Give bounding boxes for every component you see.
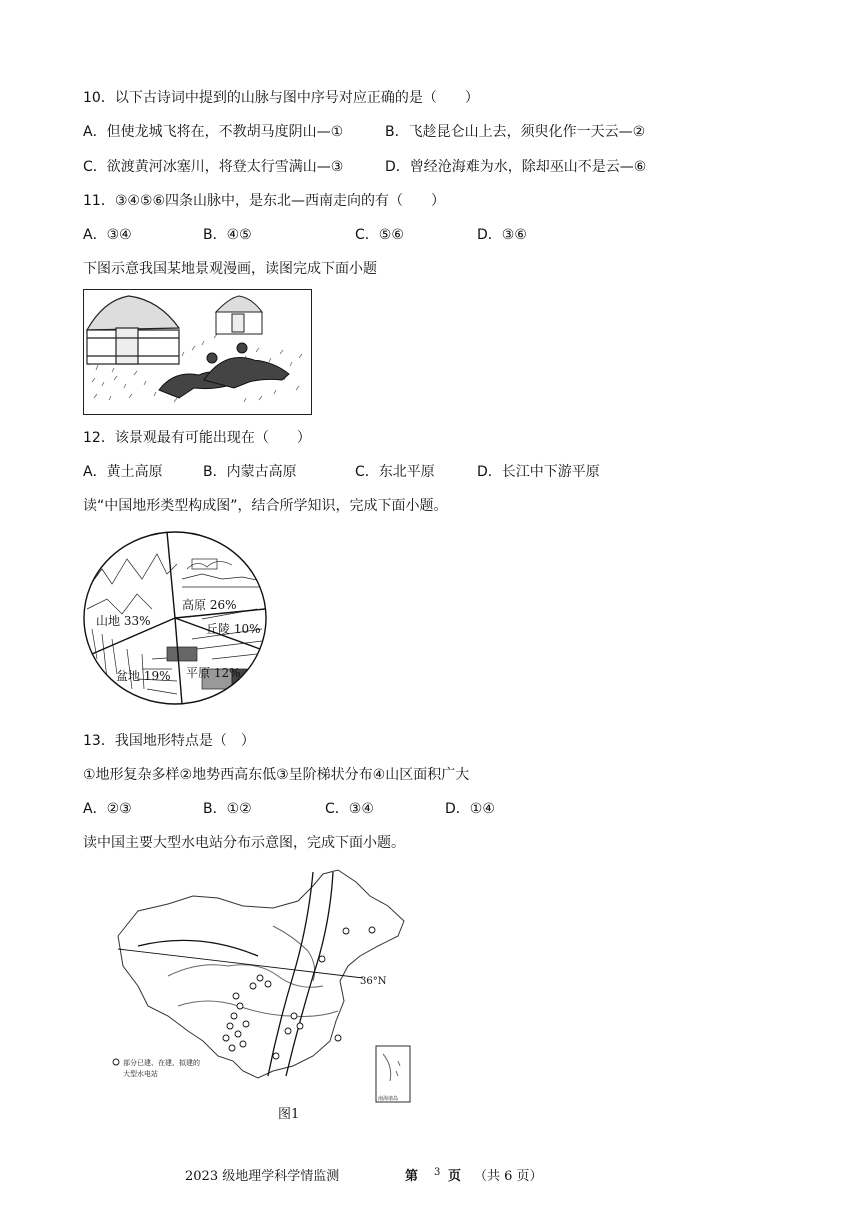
q12-option-a: A．黄土高原 — [83, 464, 163, 480]
q13-option-a: A．②③ — [83, 801, 132, 817]
q10-stem: 10．以下古诗词中提到的山脉与图中序号对应正确的是（ ） — [83, 90, 479, 106]
footer-page-prefix: 第 — [405, 1169, 419, 1184]
footer-page-suffix: 页 — [448, 1169, 462, 1184]
slice-label-plain: 平原 12% — [186, 666, 241, 680]
slice-label-basin: 盆地 19% — [116, 669, 171, 683]
q13-option-b: B．①② — [203, 801, 252, 817]
q11-option-a: A．③④ — [83, 227, 132, 243]
q10-option-b: B．飞趁昆仑山上去，须臾化作一天云—② — [385, 124, 646, 140]
q11-option-d: D．③⑥ — [477, 227, 527, 243]
q11-stem: 11．③④⑤⑥四条山脉中，是东北—西南走向的有（ ） — [83, 193, 446, 209]
slice-label-plateau: 高原 26% — [182, 598, 237, 612]
q10-option-c: C．欲渡黄河冰塞川，将登太行雪满山—③ — [83, 159, 344, 175]
q10-option-d: D．曾经沧海难为水，除却巫山不是云—⑥ — [385, 159, 647, 175]
q11-option-b: B．④⑤ — [203, 227, 252, 243]
q12-option-c: C．东北平原 — [355, 464, 435, 480]
hydropower-map — [108, 866, 413, 1126]
south-china-sea-inset — [376, 1046, 410, 1102]
q13-items: ①地形复杂多样②地势西高东低③呈阶梯状分布④山区面积广大 — [83, 767, 470, 783]
slice-label-hills: 丘陵 10% — [206, 622, 261, 636]
footer-total-pages: （共 6 页） — [474, 1169, 543, 1184]
terrain-composition-chart — [82, 529, 272, 709]
q13-option-d: D．①④ — [445, 801, 495, 817]
q12-option-b: B．内蒙古高原 — [203, 464, 297, 480]
footer-page-number: 3 — [434, 1167, 441, 1178]
slice-label-mountain: 山地 33% — [96, 614, 151, 628]
legend-line-2: 大型水电站 — [123, 1070, 158, 1078]
q12-option-d: D．长江中下游平原 — [477, 464, 600, 480]
q11-option-c: C．⑤⑥ — [355, 227, 404, 243]
grassland-cartoon-image — [83, 289, 312, 415]
hydropower-legend-icon — [113, 1059, 119, 1065]
q12-intro: 下图示意我国某地景观漫画，读图完成下面小题 — [83, 261, 377, 277]
q13-intro: 读“中国地形类型构成图”，结合所学知识，完成下面小题。 — [83, 498, 448, 514]
latitude-label: 36°N — [360, 976, 387, 987]
inset-label: 南海诸岛 — [378, 1096, 399, 1102]
figure-caption: 图1 — [278, 1107, 300, 1122]
legend-line-1: 部分已建、在建、拟建的 — [123, 1059, 200, 1067]
q14-intro: 读中国主要大型水电站分布示意图，完成下面小题。 — [83, 835, 405, 851]
q13-stem: 13．我国地形特点是（ ） — [83, 733, 255, 749]
q13-option-c: C．③④ — [325, 801, 374, 817]
q12-stem: 12．该景观最有可能出现在（ ） — [83, 430, 311, 446]
q10-option-a: A．但使龙城飞将在，不教胡马度阴山—① — [83, 124, 344, 140]
footer-exam-title: 2023 级地理学科学情监测 — [185, 1169, 340, 1184]
